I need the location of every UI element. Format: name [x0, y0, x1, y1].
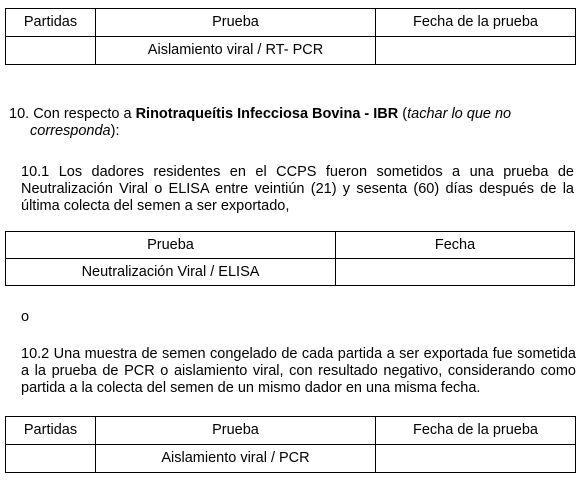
table-row [6, 445, 576, 473]
item-10-paragraph [9, 106, 574, 140]
test-table-neutralizacion [5, 231, 575, 286]
note-close: ): [110, 123, 120, 139]
cell-fecha[interactable] [376, 445, 576, 473]
note-open: ( [402, 106, 408, 122]
header-prueba: Prueba [96, 417, 376, 445]
test-table-pcr [5, 416, 576, 473]
test-table-rt-pcr [5, 8, 576, 65]
table-header-row [6, 232, 575, 259]
header-prueba: Prueba [96, 9, 376, 37]
header-fecha-prueba: Fecha de la prueba [376, 417, 576, 445]
header-prueba: Prueba [6, 232, 336, 259]
item-10-1-paragraph: 10.1 Los dadores residentes en el CCPS fueron sometidos a una prueba de Neutralización Viral o ELISA entre veintiún (21) y sesenta (60) días después de la última colecta del semen a ser exportado, [21, 164, 574, 214]
cell-prueba: Neutralización Viral / ELISA [6, 259, 336, 286]
table-row [6, 259, 575, 286]
item-10-note-part2: corresponda [30, 123, 111, 139]
table-header-row [6, 417, 576, 445]
cell-prueba: Aislamiento viral / PCR [96, 445, 376, 473]
item-10-number: 10. [9, 106, 30, 122]
cell-partidas[interactable] [6, 445, 96, 473]
or-separator: o [21, 309, 30, 325]
table-row [6, 37, 576, 65]
item-10-disease: Rinotraqueítis Infecciosa Bovina - IBR [135, 106, 399, 122]
header-fecha: Fecha [336, 232, 575, 259]
cell-prueba: Aislamiento viral / RT- PCR [96, 37, 376, 65]
cell-fecha[interactable] [336, 259, 575, 286]
item-10-2-paragraph: 10.2 Una muestra de semen congelado de cada partida a ser exportada fue sometida a la prueba de PCR o aislamiento viral, con resultado negativo, considerando como partida a la colecta del semen de un mismo dador en una misma fecha. [21, 346, 576, 396]
header-fecha-prueba: Fecha de la prueba [376, 9, 576, 37]
cell-fecha[interactable] [376, 37, 576, 65]
item-10-prefix: Con respecto a [33, 106, 132, 122]
header-partidas: Partidas [6, 417, 96, 445]
header-partidas: Partidas [6, 9, 96, 37]
item-10-note-part1: tachar lo que no [407, 106, 512, 122]
cell-partidas[interactable] [6, 37, 96, 65]
table-header-row [6, 9, 576, 37]
